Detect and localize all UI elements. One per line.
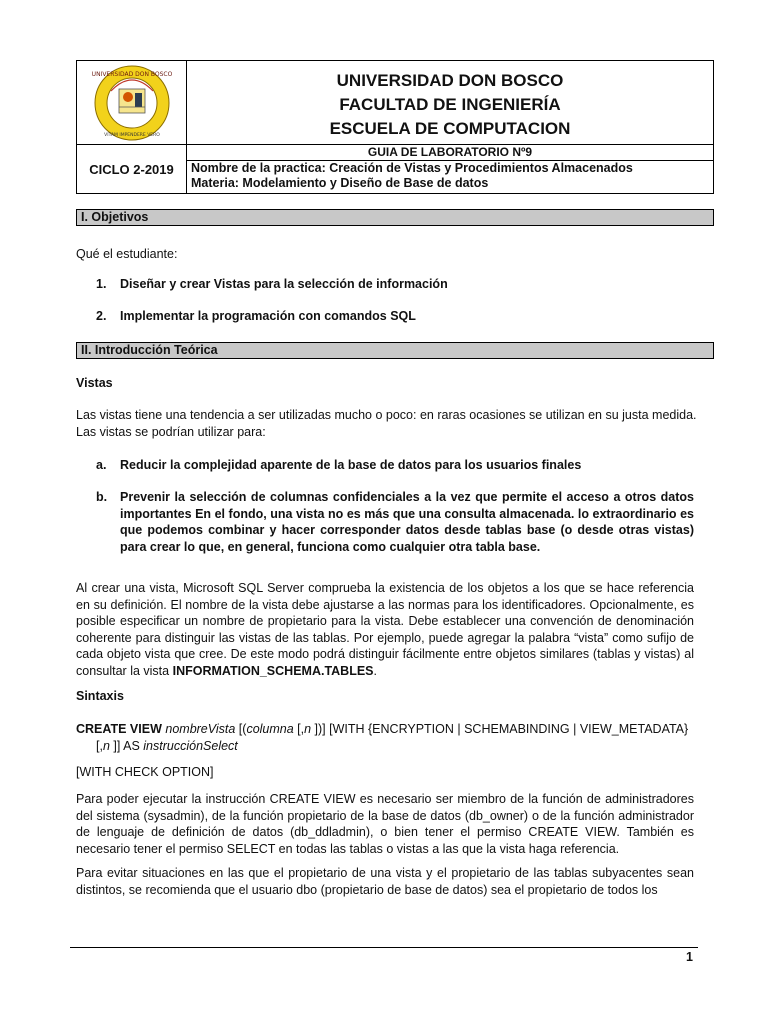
list-marker: a. [96,458,107,472]
ciclo-cell: CICLO 2-2019 [77,145,187,193]
information-schema-tables: INFORMATION_SCHEMA.TABLES [172,663,374,678]
vistas-p1-line1: Las vistas tiene una tendencia a ser utilizadas mucho o poco: en raras ocasiones se utilizan en su justa medida. [76,408,697,422]
university-seal-logo [83,63,181,143]
faculty-name: FACULTAD DE INGENIERÍA [339,95,561,114]
syntax-part: [, [293,722,305,736]
list-marker: b. [96,490,108,504]
syntax-part: [( [235,722,247,736]
vistas-paragraph-2: Al crear una vista, Microsoft SQL Server comprueba la existencia de los objetos a los que se hace referencia en su definición. El nombre de la vista debe ajustarse a las normas para los identificadores. Opcionalmente, es posible especificar un nombre de propietario para la vista. Debe establecer una convención de denominación coherente para distinguir las vistas de las tablas. Por ejemplo, puede agregar la palabra “vista” como sufijo de cada objeto vista que cree. De este modo podrá distinguir fácilmente entre objetos similares (tablas y vistas) al consultar la vista INFORMATION_SCHEMA.TABLES. [76,581,694,678]
objetivos-intro: Qué el estudiante: [76,247,178,261]
with-check-option: [WITH CHECK OPTION] [76,765,214,779]
header-table [76,60,714,194]
syntax-part: ])] [WITH {ENCRYPTION | SCHEMABINDING | VIEW_METADATA} [311,722,689,736]
syntax-column: columna [246,722,294,736]
vistas-p1-line2: Las vistas se podrían utilizar para: [76,424,266,439]
university-name: UNIVERSIDAD DON BOSCO [336,71,564,90]
logo-cell [77,61,187,145]
objective-text: Diseñar y crear Vistas para la selección de información [120,277,448,291]
syntax-view-name: nombreVista [165,722,236,736]
svg-text:VITAM IMPENDERE VERO: VITAM IMPENDERE VERO [103,132,160,138]
list-marker: 2. [96,309,107,323]
syntax-n: n [102,738,110,753]
practice-name: Nombre de la practica: Creación de Vistas y Procedimientos Almacenados [191,161,633,175]
uses-item-text: Prevenir la selección de columnas confidenciales a la vez que permite el acceso a otros datos importantes En el fondo, una vista no es más que una consulta almacenada. lo extraordinario es que podemos combinar y hacer corresponder datos desde tablas base (o desde otras vistas) para crear lo que, en general, funciona como cualquier otra tabla base. [120,490,694,554]
guia-title: GUIA DE LABORATORIO Nº9 [187,145,713,161]
syntax-part: [, [96,738,103,753]
list-marker: 1. [96,277,107,291]
uses-item-text: Reducir la complejidad aparente de la base de datos para los usuarios finales [120,458,582,472]
school-name: ESCUELA DE COMPUTACION [329,119,571,138]
permissions-paragraph: Para poder ejecutar la instrucción CREATE VIEW es necesario ser miembro de la función de administradores del sistema (sysadmin), de la función propietario de la base de datos (db_owner) o de la función administrador de lenguaje de definición de datos (db_ddladmin), o bien tener el permiso CREATE VIEW. También es necesario tener el permiso SELECT en todas las tablas o vistas a las que la vista haga referencia. [76,792,694,856]
syntax-select: instrucciónSelect [143,738,238,753]
vistas-p2-text: Al crear una vista, Microsoft SQL Server comprueba la existencia de los objetos a los que se hace referencia en su definición. El nombre de la vista debe ajustarse a las normas para los identificadores. Opcionalmente, es posible especificar un nombre de propietario para la vista. Debe establecer una convención de denominación coherente para distinguir las vistas de las tablas. Por ejemplo, puede agregar la palabra “vista” como sufijo de cada objeto vista que cree. De este modo podrá distinguir fácilmente entre objetos similares (tablas y vistas) al consultar la vista [76,581,694,678]
syntax-create-view: CREATE VIEW [76,722,162,736]
vistas-subtitle: Vistas [76,376,113,390]
section-introduccion-bar: II. Introducción Teórica [76,342,714,359]
subject-name: Materia: Modelamiento y Diseño de Base de datos [191,176,489,190]
header-titles [187,61,713,145]
syntax-n: n [304,722,312,736]
page-number: 1 [686,950,693,964]
syntax-part: ]] AS [109,738,140,753]
footer-rule [70,947,698,948]
syntax-line-1 [76,721,716,738]
section-objetivos-bar: I. Objetivos [76,209,714,226]
syntax-line-2 [76,738,716,755]
practice-info [187,161,713,193]
objective-text: Implementar la programación con comandos SQL [120,309,416,323]
svg-text:UNIVERSIDAD DON BOSCO: UNIVERSIDAD DON BOSCO [91,70,172,78]
ownership-paragraph: Para evitar situaciones en las que el propietario de una vista y el propietario de las tablas subyacentes sean distintos, se recomienda que el usuario dbo (propietario de base de datos) sea el propietario de todos los [76,866,694,897]
syntax-block [76,721,716,754]
vistas-paragraph-1 [76,407,716,440]
sintaxis-title: Sintaxis [76,689,124,703]
